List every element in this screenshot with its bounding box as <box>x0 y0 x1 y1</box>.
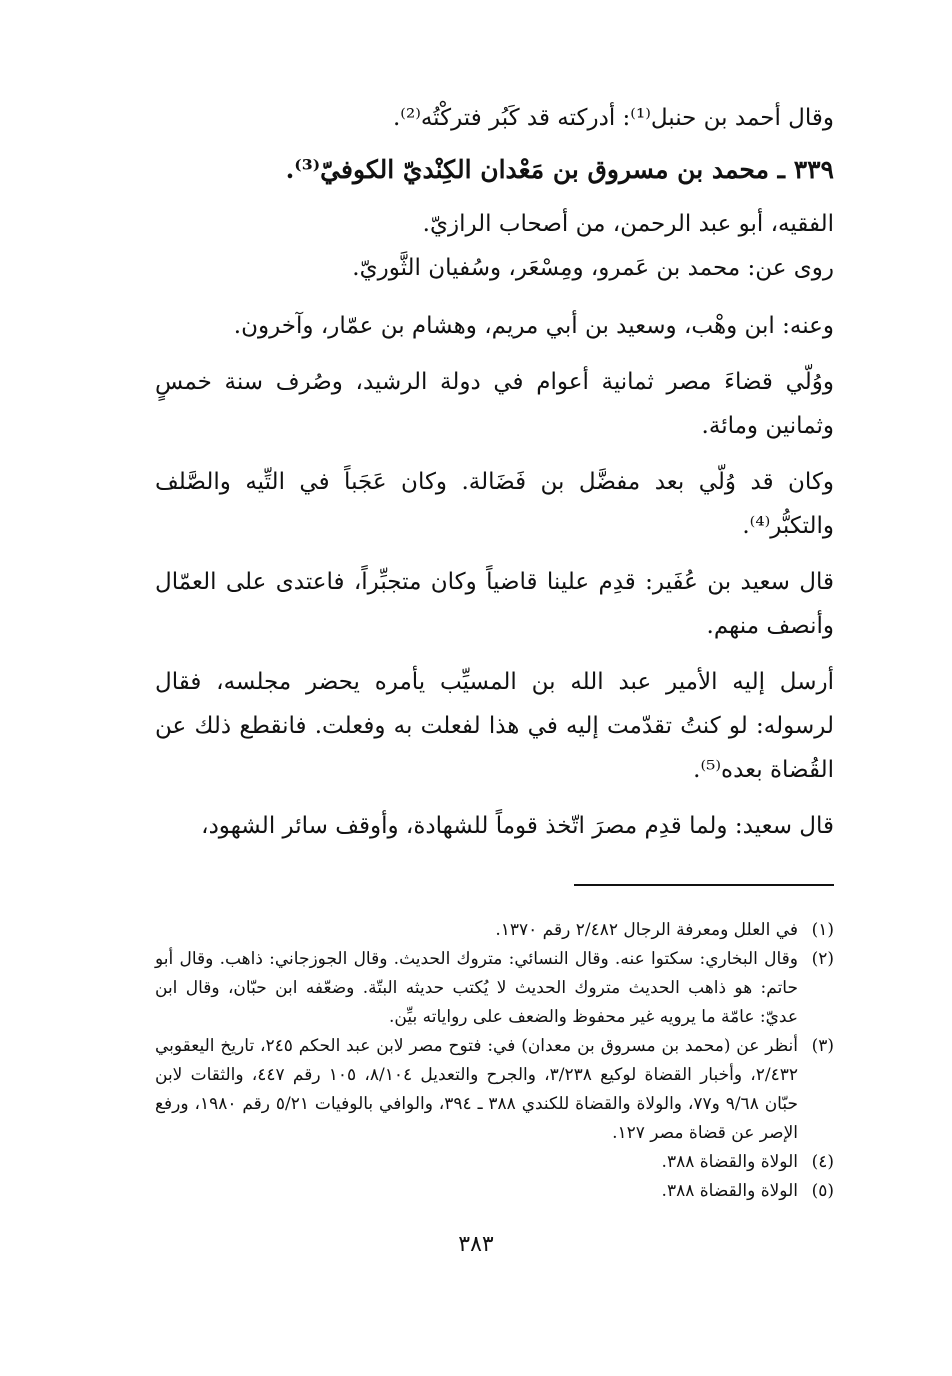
footnote-2 <box>155 945 834 1032</box>
paragraph-witnesses: قال سعيد: ولما قدِم مصرَ اتّخذ قوماً للشهادة، وأوقف سائر الشهود، <box>201 813 834 839</box>
footnote-1 <box>155 916 834 945</box>
narrators-from-him: وعنه: ابن وهْب، وسعيد بن أبي مريم، وهشام بن عمّار، وآخرون. <box>233 313 834 339</box>
footnote-text: أنظر عن (محمد بن مسروق بن معدان) في: فتوح مصر لابن عبد الحكم ٢٤٥، تاريخ اليعقوبي ٢/٤٣٢، وأخبار القضاة لوكيع ٣/٢٣٨، والجرح والتعديل ٨/١٠٤، ١٠٥ رقم ٤٤٧، والثقات لابن حبّان ٩/٦٨ و٧٧، والولاة والقضاة للكندي ٣٨٨ ـ ٣٩٤، والوافي بالوفيات ٥/٢١ رقم ١٩٨٠، ورفع الإصر عن قضاة مصر ١٢٧. <box>155 1036 799 1143</box>
footnote-4 <box>155 1148 834 1177</box>
paragraph-said-ibn-ufayr: قال سعيد بن عُفَير: قدِم علينا قاضياً وكان متجبِّراً، فاعتدى على العمّال وأنصف منهم. <box>155 569 834 639</box>
footnote-number: (٢) <box>811 949 834 969</box>
footnote-text: وقال البخاري: سكتوا عنه. وقال النسائي: متروك الحديث. وقال الجوزجاني: ذاهب. وقال أبو حاتم: هو ذاهب الحديث متروك الحديث لا يُكتب حديثه البتّة. وضعّفه ابن حبّان، وقال ابن عديّ: عامّة ما يرويه غير محفوظ والضعف على رواياته بيِّن. <box>155 949 798 1027</box>
paragraph-amir-letter: أرسل إليه الأمير عبد الله بن المسيِّب يأمره يحضر مجلسه، فقال لرسوله: لو كنتُ تقدّمت إليه في هذا لفعلت به وفعلت. فانقطع ذلك عن القُضاة بعده⁽⁵⁾. <box>155 669 834 783</box>
narrated-from: روى عن: محمد بن عَمرو، ومِسْعَر، وسُفيان الثَّوريّ. <box>352 255 834 281</box>
footnote-divider <box>574 884 834 886</box>
paragraph-ahmad-quote: وقال أحمد بن حنبل⁽¹⁾: أدركته قد كَبُر فتركْتُه⁽²⁾. <box>393 105 834 131</box>
footnote-number: (٣) <box>811 1036 834 1056</box>
footnote-number: (٤) <box>811 1152 834 1172</box>
footnote-number: (٥) <box>811 1181 834 1201</box>
page-number: ٣٨٣ <box>458 1232 494 1257</box>
entry-heading: ٣٣٩ ـ محمد بن مسروق بن مَعْدان الكِنْديّ الكوفيّ⁽³⁾. <box>285 155 834 184</box>
footnote-text: الولاة والقضاة ٣٨٨. <box>661 1152 798 1172</box>
footnote-text: في العلل ومعرفة الرجال ٢/٤٨٢ رقم ١٣٧٠. <box>495 920 798 940</box>
footnote-5 <box>155 1177 834 1206</box>
footnote-number: (١) <box>811 920 834 940</box>
paragraph-predecessor: وكان قد وُلّي بعد مفضَّل بن فَضَالة. وكان عَجَباً في التِّيه والصَّلف والتكبُّر⁽⁴⁾. <box>155 469 834 539</box>
footnote-3 <box>155 1032 834 1148</box>
paragraph-judgeship: ووُلّي قضاءَ مصر ثمانية أعوام في دولة الرشيد، وصُرف سنة خمسٍ وثمانين ومائة. <box>155 369 834 439</box>
footnotes <box>155 916 834 1206</box>
entry-description: الفقيه، أبو عبد الرحمن، من أصحاب الرازيّ. <box>422 211 834 237</box>
footnote-text: الولاة والقضاة ٣٨٨. <box>661 1181 798 1201</box>
